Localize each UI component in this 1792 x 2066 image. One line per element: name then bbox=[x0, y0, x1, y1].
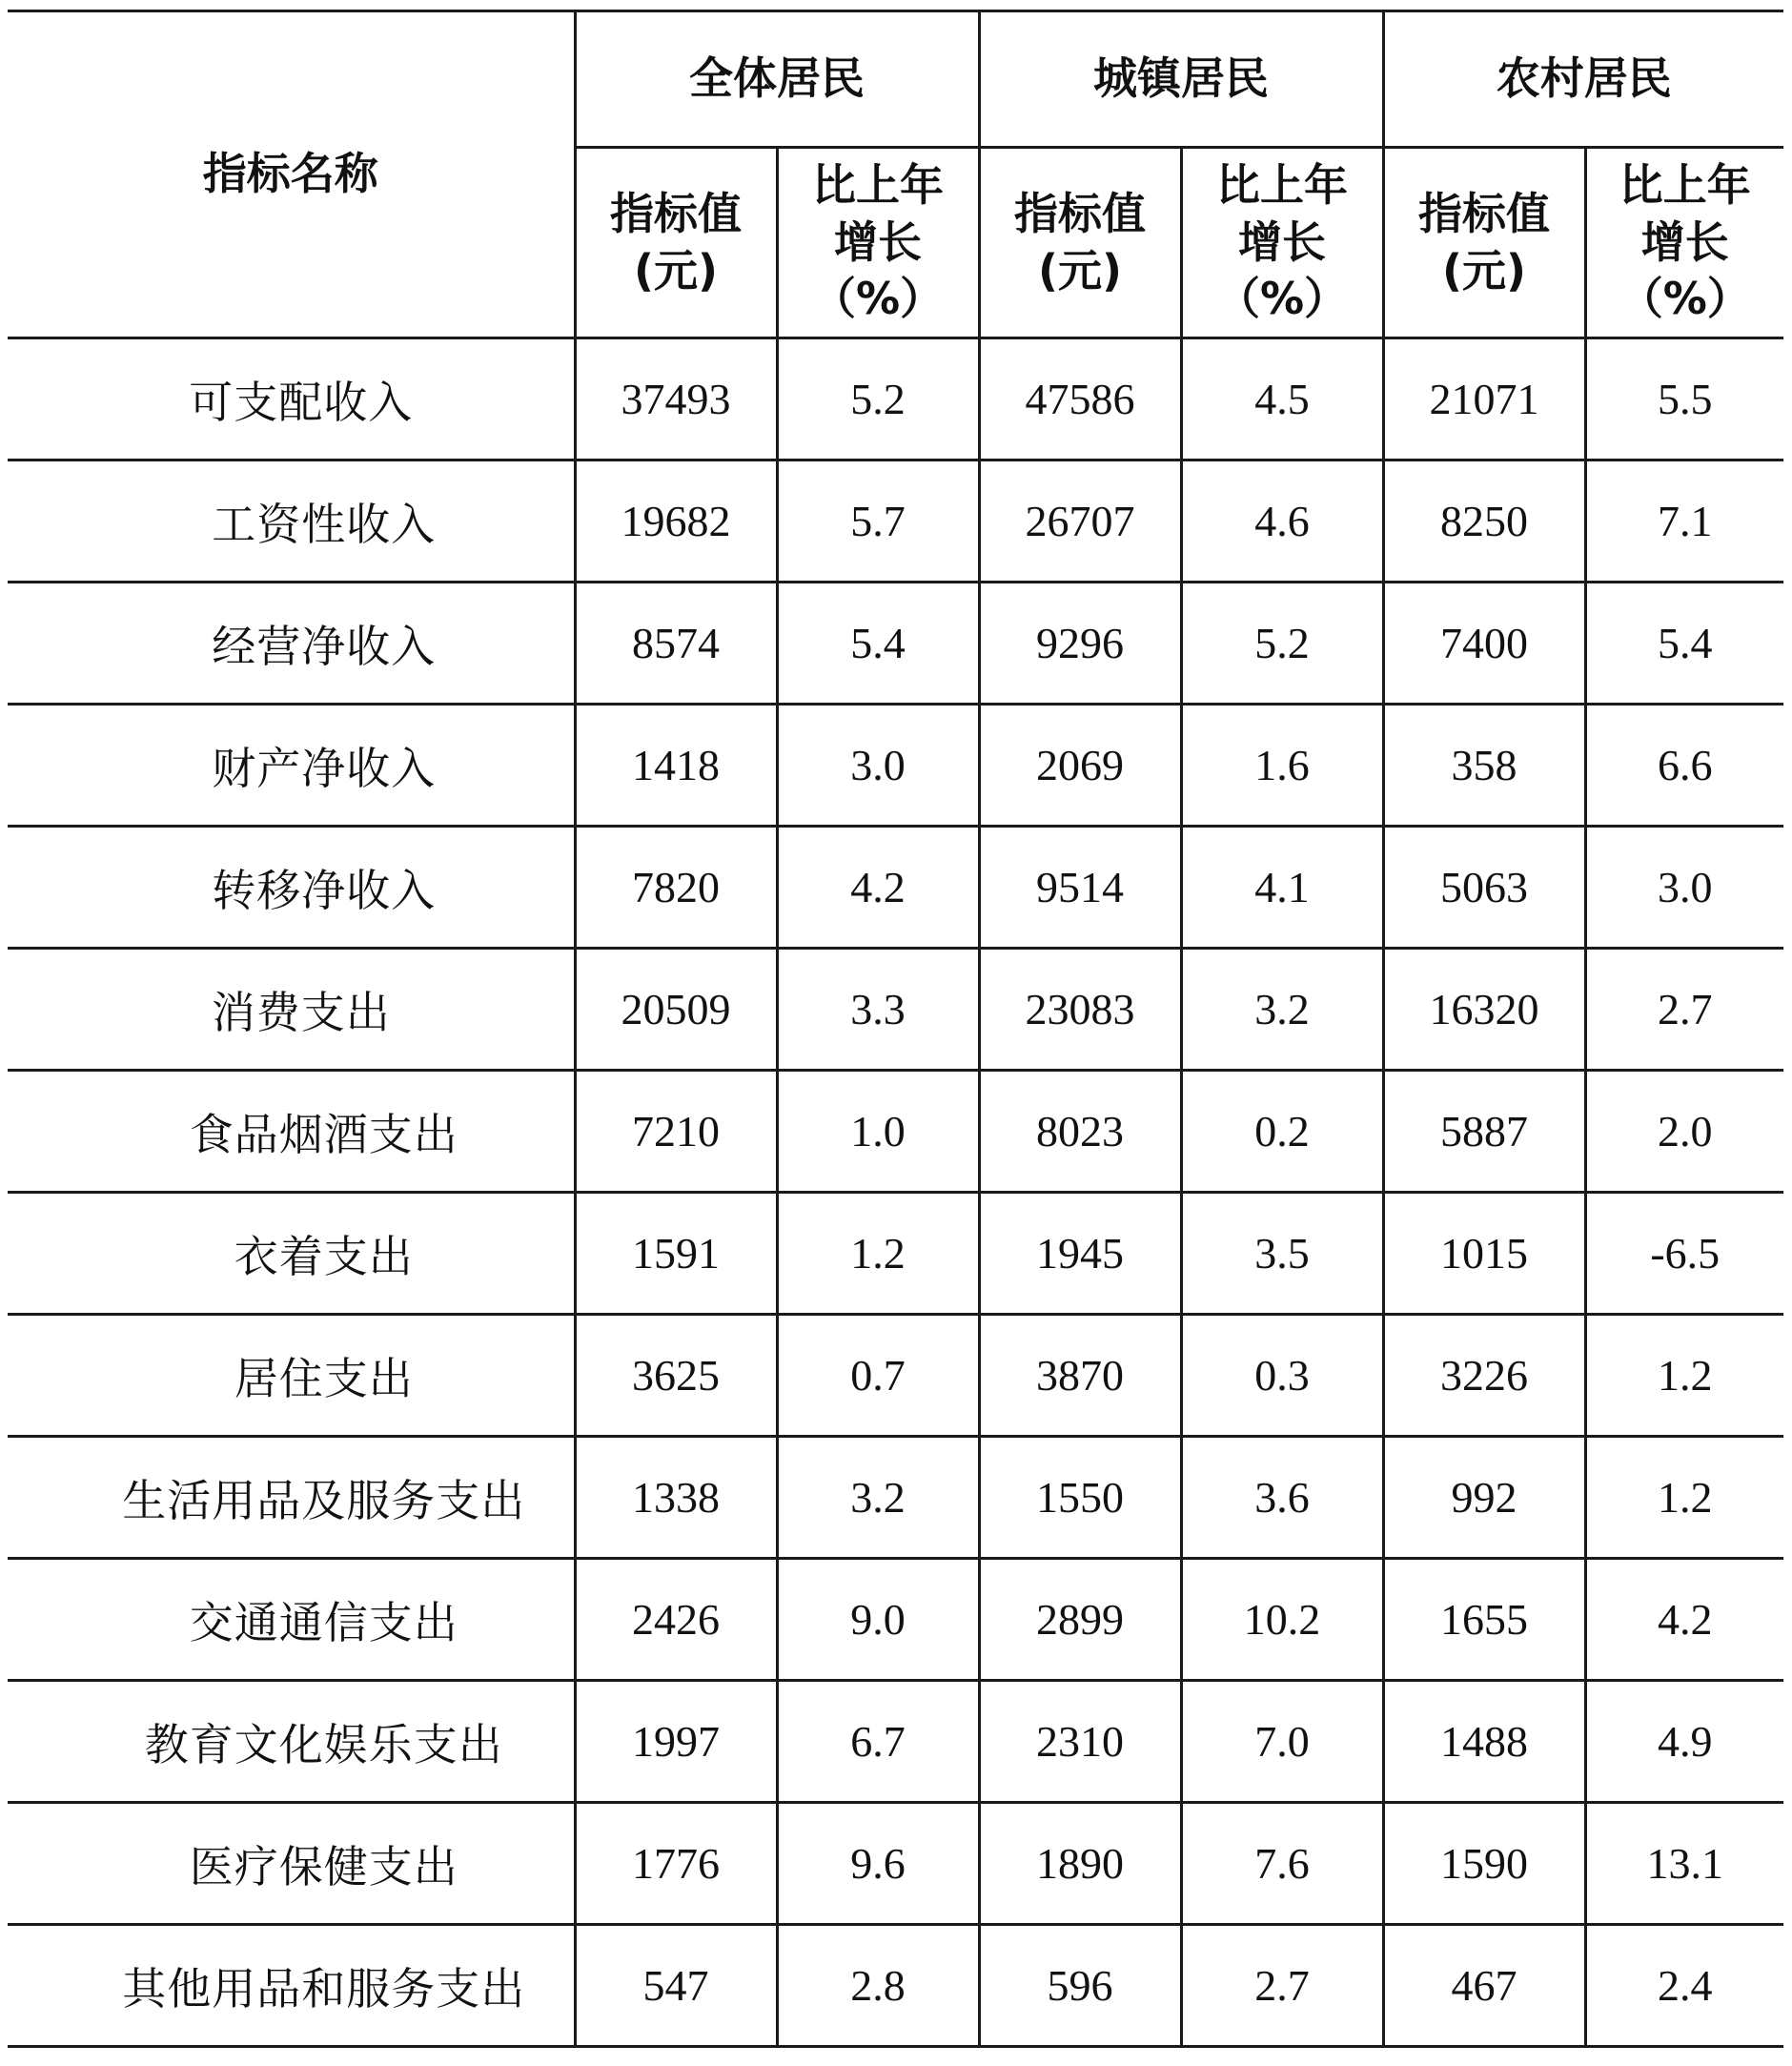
rural-growth-cell: 5.5 bbox=[1585, 338, 1783, 460]
urban-value-cell: 26707 bbox=[979, 460, 1181, 583]
rural-growth-cell: 7.1 bbox=[1585, 460, 1783, 583]
urban-growth-cell: 10.2 bbox=[1181, 1559, 1383, 1681]
urban-value-cell: 47586 bbox=[979, 338, 1181, 460]
value-header-line2: (元) bbox=[1441, 244, 1527, 297]
rural-growth-cell: -6.5 bbox=[1585, 1193, 1783, 1315]
urban-growth-cell: 2.7 bbox=[1181, 1925, 1383, 2047]
rural-growth-cell: 4.9 bbox=[1585, 1681, 1783, 1803]
value-header-line1: 指标值 bbox=[1418, 187, 1550, 239]
rural-value-cell: 21071 bbox=[1383, 338, 1585, 460]
table-row bbox=[8, 1071, 1783, 1193]
value-header-line1: 指标值 bbox=[610, 187, 742, 239]
value-header-line1: 指标值 bbox=[1014, 187, 1146, 239]
table-row bbox=[8, 1925, 1783, 2047]
rural-value-cell: 1488 bbox=[1383, 1681, 1585, 1803]
rural-value-cell: 16320 bbox=[1383, 949, 1585, 1071]
all-growth-cell: 9.6 bbox=[777, 1803, 979, 1925]
rural-growth-cell: 1.2 bbox=[1585, 1437, 1783, 1559]
all-growth-cell: 3.3 bbox=[777, 949, 979, 1071]
group-header-rural-residents: 农村居民 bbox=[1383, 11, 1783, 148]
table-row bbox=[8, 705, 1783, 827]
urban-growth-cell: 3.5 bbox=[1181, 1193, 1383, 1315]
rural-growth-cell: 5.4 bbox=[1585, 583, 1783, 705]
table-row bbox=[8, 1559, 1783, 1681]
urban-growth-cell: 4.6 bbox=[1181, 460, 1383, 583]
growth-header-line1: 比上年 bbox=[1619, 158, 1751, 211]
rural-growth-cell: 2.7 bbox=[1585, 949, 1783, 1071]
indicator-name-cell: 消费支出 bbox=[8, 949, 575, 1071]
urban-value-cell: 8023 bbox=[979, 1071, 1181, 1193]
table-row bbox=[8, 460, 1783, 583]
indicator-name-cell: 教育文化娱乐支出 bbox=[8, 1681, 575, 1803]
indicator-name-cell: 工资性收入 bbox=[8, 460, 575, 583]
urban-value-cell: 2899 bbox=[979, 1559, 1181, 1681]
urban-growth-cell: 0.3 bbox=[1181, 1315, 1383, 1437]
value-header-line2: (元) bbox=[633, 244, 719, 297]
all-growth-cell: 4.2 bbox=[777, 827, 979, 949]
urban-growth-cell: 0.2 bbox=[1181, 1071, 1383, 1193]
table-row bbox=[8, 583, 1783, 705]
group-header-urban-residents: 城镇居民 bbox=[979, 11, 1383, 148]
growth-header-line2: 增长 bbox=[834, 215, 922, 268]
rural-value-cell: 5063 bbox=[1383, 827, 1585, 949]
all-value-cell: 1776 bbox=[575, 1803, 777, 1925]
growth-header bbox=[1585, 148, 1783, 338]
rural-growth-cell: 1.2 bbox=[1585, 1315, 1783, 1437]
growth-header bbox=[1181, 148, 1383, 338]
all-growth-cell: 0.7 bbox=[777, 1315, 979, 1437]
urban-growth-cell: 4.5 bbox=[1181, 338, 1383, 460]
all-growth-cell: 9.0 bbox=[777, 1559, 979, 1681]
all-value-cell: 37493 bbox=[575, 338, 777, 460]
rural-growth-cell: 4.2 bbox=[1585, 1559, 1783, 1681]
rural-value-cell: 1015 bbox=[1383, 1193, 1585, 1315]
table-row bbox=[8, 1681, 1783, 1803]
all-value-cell: 1997 bbox=[575, 1681, 777, 1803]
urban-value-cell: 2310 bbox=[979, 1681, 1181, 1803]
rural-value-cell: 7400 bbox=[1383, 583, 1585, 705]
income-expenditure-table bbox=[8, 10, 1783, 2048]
all-growth-cell: 6.7 bbox=[777, 1681, 979, 1803]
table-row bbox=[8, 949, 1783, 1071]
indicator-name-cell: 生活用品及服务支出 bbox=[8, 1437, 575, 1559]
indicator-name-cell: 转移净收入 bbox=[8, 827, 575, 949]
growth-header-line3: （%） bbox=[811, 273, 945, 325]
rural-growth-cell: 2.0 bbox=[1585, 1071, 1783, 1193]
all-growth-cell: 3.0 bbox=[777, 705, 979, 827]
growth-header-line3: （%） bbox=[1215, 273, 1349, 325]
indicator-name-cell: 其他用品和服务支出 bbox=[8, 1925, 575, 2047]
urban-growth-cell: 1.6 bbox=[1181, 705, 1383, 827]
all-growth-cell: 2.8 bbox=[777, 1925, 979, 2047]
all-value-cell: 2426 bbox=[575, 1559, 777, 1681]
rural-value-cell: 358 bbox=[1383, 705, 1585, 827]
rural-growth-cell: 2.4 bbox=[1585, 1925, 1783, 2047]
rural-value-cell: 467 bbox=[1383, 1925, 1585, 2047]
urban-value-cell: 1890 bbox=[979, 1803, 1181, 1925]
urban-growth-cell: 4.1 bbox=[1181, 827, 1383, 949]
rural-value-cell: 1655 bbox=[1383, 1559, 1585, 1681]
value-header bbox=[1383, 148, 1585, 338]
growth-header bbox=[777, 148, 979, 338]
urban-growth-cell: 3.2 bbox=[1181, 949, 1383, 1071]
all-growth-cell: 5.7 bbox=[777, 460, 979, 583]
header-group-row bbox=[8, 11, 1783, 148]
rural-growth-cell: 3.0 bbox=[1585, 827, 1783, 949]
all-growth-cell: 5.2 bbox=[777, 338, 979, 460]
rural-value-cell: 8250 bbox=[1383, 460, 1585, 583]
urban-growth-cell: 5.2 bbox=[1181, 583, 1383, 705]
indicator-name-cell: 经营净收入 bbox=[8, 583, 575, 705]
indicator-name-header: 指标名称 bbox=[8, 11, 575, 338]
all-growth-cell: 5.4 bbox=[777, 583, 979, 705]
urban-value-cell: 1550 bbox=[979, 1437, 1181, 1559]
urban-value-cell: 1945 bbox=[979, 1193, 1181, 1315]
urban-value-cell: 9296 bbox=[979, 583, 1181, 705]
all-value-cell: 7820 bbox=[575, 827, 777, 949]
urban-growth-cell: 7.0 bbox=[1181, 1681, 1383, 1803]
all-growth-cell: 3.2 bbox=[777, 1437, 979, 1559]
table-body bbox=[8, 338, 1783, 2047]
urban-value-cell: 9514 bbox=[979, 827, 1181, 949]
indicator-name-cell: 交通通信支出 bbox=[8, 1559, 575, 1681]
indicator-name-cell: 医疗保健支出 bbox=[8, 1803, 575, 1925]
all-value-cell: 547 bbox=[575, 1925, 777, 2047]
rural-value-cell: 3226 bbox=[1383, 1315, 1585, 1437]
urban-value-cell: 2069 bbox=[979, 705, 1181, 827]
all-value-cell: 19682 bbox=[575, 460, 777, 583]
all-value-cell: 1591 bbox=[575, 1193, 777, 1315]
all-value-cell: 8574 bbox=[575, 583, 777, 705]
growth-header-line2: 增长 bbox=[1238, 215, 1326, 268]
all-growth-cell: 1.2 bbox=[777, 1193, 979, 1315]
all-growth-cell: 1.0 bbox=[777, 1071, 979, 1193]
rural-growth-cell: 6.6 bbox=[1585, 705, 1783, 827]
group-header-all-residents: 全体居民 bbox=[575, 11, 979, 148]
growth-header-line1: 比上年 bbox=[812, 158, 944, 211]
rural-value-cell: 1590 bbox=[1383, 1803, 1585, 1925]
indicator-name-cell: 居住支出 bbox=[8, 1315, 575, 1437]
urban-value-cell: 596 bbox=[979, 1925, 1181, 2047]
table-row bbox=[8, 1193, 1783, 1315]
indicator-name-cell: 食品烟酒支出 bbox=[8, 1071, 575, 1193]
growth-header-line2: 增长 bbox=[1640, 215, 1729, 268]
urban-value-cell: 3870 bbox=[979, 1315, 1181, 1437]
table-row bbox=[8, 1437, 1783, 1559]
urban-value-cell: 23083 bbox=[979, 949, 1181, 1071]
all-value-cell: 1418 bbox=[575, 705, 777, 827]
urban-growth-cell: 3.6 bbox=[1181, 1437, 1383, 1559]
urban-growth-cell: 7.6 bbox=[1181, 1803, 1383, 1925]
indicator-name-cell: 衣着支出 bbox=[8, 1193, 575, 1315]
table-row bbox=[8, 338, 1783, 460]
all-value-cell: 3625 bbox=[575, 1315, 777, 1437]
rural-value-cell: 992 bbox=[1383, 1437, 1585, 1559]
all-value-cell: 7210 bbox=[575, 1071, 777, 1193]
value-header bbox=[979, 148, 1181, 338]
indicator-name-cell: 可支配收入 bbox=[8, 338, 575, 460]
table-row bbox=[8, 1803, 1783, 1925]
growth-header-line1: 比上年 bbox=[1216, 158, 1348, 211]
table-row bbox=[8, 1315, 1783, 1437]
rural-growth-cell: 13.1 bbox=[1585, 1803, 1783, 1925]
rural-value-cell: 5887 bbox=[1383, 1071, 1585, 1193]
growth-header-line3: （%） bbox=[1619, 273, 1751, 325]
value-header bbox=[575, 148, 777, 338]
indicator-name-cell: 财产净收入 bbox=[8, 705, 575, 827]
table-row bbox=[8, 827, 1783, 949]
all-value-cell: 20509 bbox=[575, 949, 777, 1071]
value-header-line2: (元) bbox=[1037, 244, 1123, 297]
all-value-cell: 1338 bbox=[575, 1437, 777, 1559]
